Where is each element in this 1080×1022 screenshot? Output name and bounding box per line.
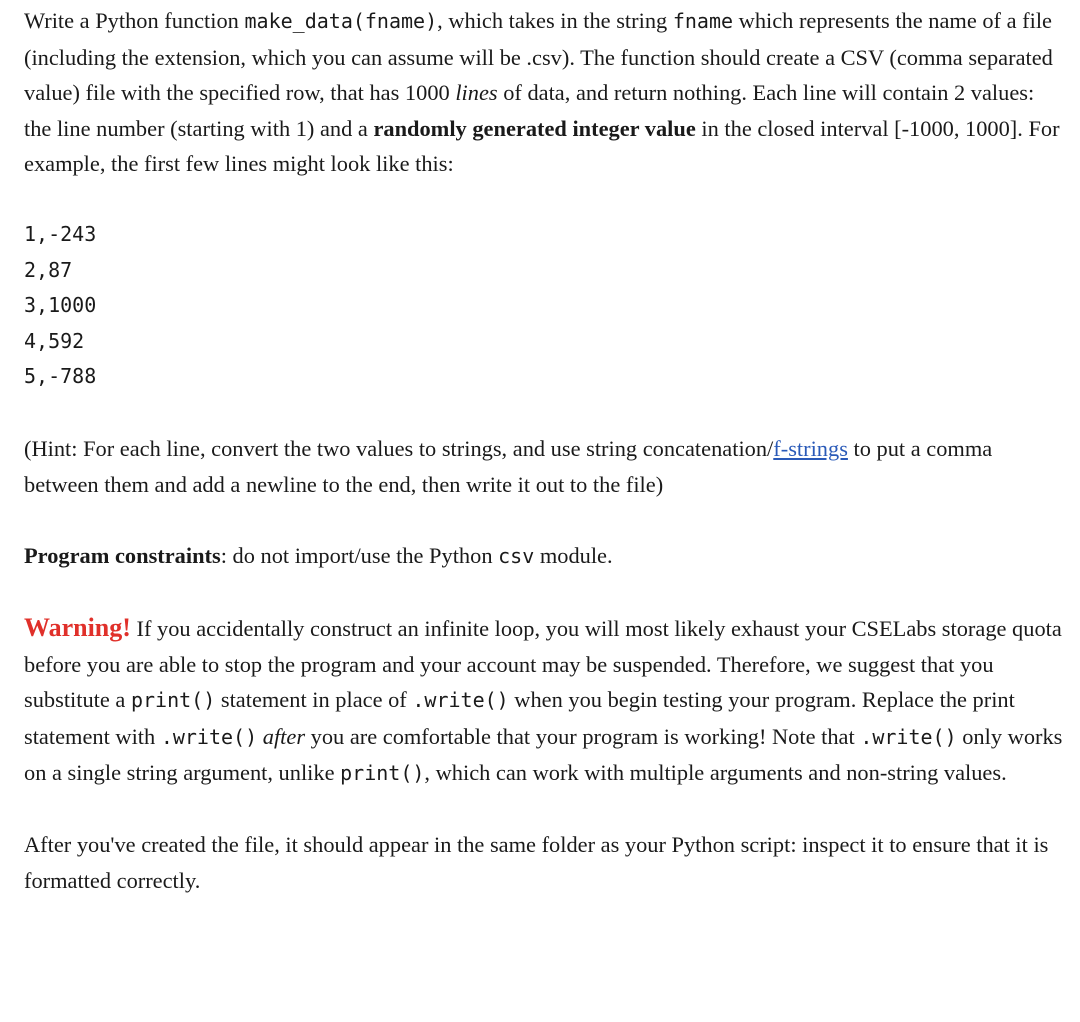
warning-text-6: , which can work with multiple arguments and non-string values. (424, 760, 1007, 786)
sample-line: 5,-788 (24, 364, 97, 389)
spacer (24, 792, 1064, 828)
constraints-text-1: : do not import/use the Python (220, 542, 499, 568)
intro-text-5: in the closed interval [-1000, 1000]. For example, the first few lines might look like this: (24, 115, 1060, 177)
hint-paragraph (24, 431, 1064, 502)
hint-text-2: to put a comma between them and add a newline to the end, then write it out to the file) (24, 435, 993, 497)
warning-text-5: only works on a single string argument, unlike (24, 723, 1063, 786)
sample-output-block (24, 217, 1064, 395)
fname-code: fname (672, 9, 734, 33)
spacer (24, 502, 1064, 538)
warning-text-4: you are comfortable that your program is working! Note that (305, 723, 861, 749)
constraints-paragraph (24, 538, 1064, 575)
print-code: print() (130, 688, 216, 713)
write-code: .write() (860, 724, 957, 749)
spacer (24, 574, 1064, 610)
assignment-document (24, 3, 1064, 899)
warning-text-2: statement in place of (215, 687, 413, 713)
print-code: print() (340, 761, 425, 786)
write-code: .write() (160, 724, 258, 749)
sample-line: 4,592 (24, 328, 85, 353)
intro-text-2: , which takes in the string (437, 8, 673, 33)
sample-line: 1,-243 (24, 221, 97, 246)
warning-label: Warning! (24, 612, 131, 642)
f-strings-link[interactable]: f-strings (773, 435, 848, 461)
lines-emphasis: lines (455, 80, 498, 106)
warning-text-1: If you accidentally construct an infinite loop, you will most likely exhaust your CSELabs storage quota before you are able to stop the program and your account may be suspended. Therefore, we suggest that you substitute a (24, 615, 1062, 713)
after-emphasis: after (262, 723, 306, 749)
constraints-label: Program constraints (24, 542, 221, 568)
intro-text-4: of data, and return nothing. Each line will contain 2 values: the line number (starting with 1) and a (24, 80, 1035, 141)
warning-paragraph (24, 610, 1064, 792)
closing-text: After you've created the file, it should appear in the same folder as your Python script: inspect it to ensure that it is formatted correctly. (24, 832, 1049, 894)
closing-paragraph (24, 827, 1064, 898)
intro-text-1: Write a Python function (24, 8, 245, 33)
sample-line: 2,87 (24, 257, 73, 282)
warning-text-3: when you begin testing your program. Replace the print statement with (24, 687, 1015, 749)
random-int-emphasis: randomly generated integer value (373, 115, 696, 141)
hint-text-1: (Hint: For each line, convert the two values to strings, and use string concatenation/ (24, 435, 774, 461)
constraints-text-2: module. (534, 542, 613, 568)
write-code: .write() (412, 688, 509, 713)
csv-module-code: csv (498, 543, 535, 568)
intro-paragraph (24, 3, 1064, 182)
intro-text-3: which represents the name of a file (including the extension, which you can assume will be .csv). The function should create a CSV (comma separated value) file with the specified row, that has 1000 (24, 8, 1053, 106)
function-signature-code: make_data(fname) (244, 9, 438, 33)
sample-line: 3,1000 (24, 293, 97, 318)
